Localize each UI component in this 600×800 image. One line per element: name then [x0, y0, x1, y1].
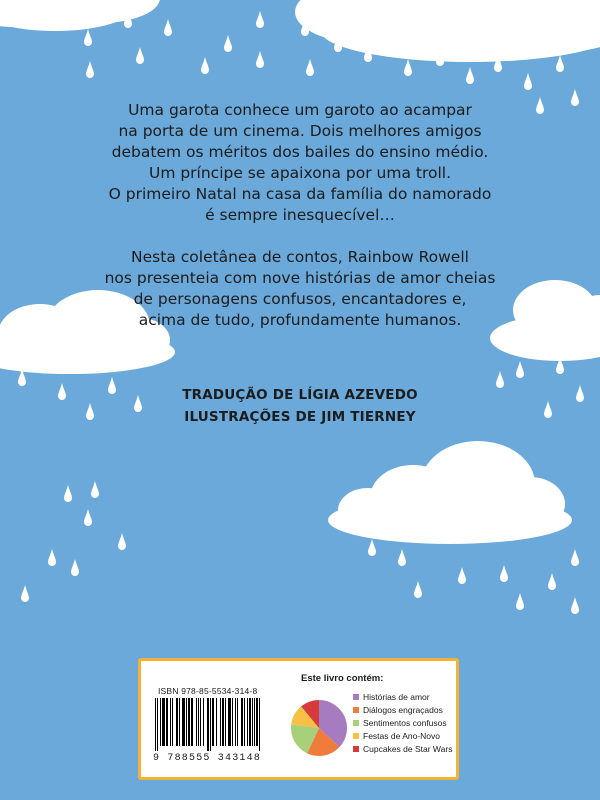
blurb-paragraph-2 [0, 247, 600, 331]
barcode-bar [252, 698, 253, 746]
raindrop [571, 549, 579, 566]
raindrop [84, 509, 92, 526]
barcode-bar [210, 698, 211, 751]
barcode-bar [228, 698, 231, 746]
barcode-bar [247, 698, 248, 746]
barcode-bar [259, 698, 260, 751]
legend-label: Sentimentos confusos [363, 717, 447, 728]
blurb-line: nos presenteia com nove histórias de amor cheias [104, 269, 496, 287]
blurb-line: Nesta coletânea de contos, Rainbow Rowell [131, 248, 469, 266]
legend-item [353, 716, 452, 729]
raindrop [84, 29, 92, 46]
barcode-bar [172, 698, 173, 746]
raindrop [571, 597, 579, 614]
legend-swatch [353, 733, 359, 739]
barcode-bar [160, 698, 161, 746]
raindrop [256, 11, 264, 28]
blurb-line: O primeiro Natal na casa da família do namorado [108, 185, 492, 203]
legend-item [353, 690, 452, 703]
barcode-bar [241, 698, 243, 746]
raindrop [548, 573, 556, 590]
contents-title: Este livro contém: [301, 673, 384, 684]
barcode-bar [186, 698, 187, 746]
barcode-bar [244, 698, 245, 746]
raindrop [466, 67, 474, 84]
raindrop [48, 549, 56, 566]
blurb-line: na porta de um cinema. Dois melhores amigos [118, 122, 482, 140]
raindrop [71, 559, 79, 576]
cloud-top-right [295, 0, 600, 62]
isbn-label: ISBN 978-85-5534-314-8 [158, 686, 258, 696]
barcode-bar [191, 698, 193, 746]
barcode-bar [212, 698, 214, 746]
raindrop [556, 55, 564, 72]
barcode-bar [155, 698, 156, 751]
raindrop [368, 539, 376, 556]
barcode-bar [200, 698, 201, 746]
legend-swatch [353, 707, 359, 713]
raindrop [256, 51, 264, 68]
raindrop [21, 585, 29, 602]
raindrop [118, 533, 126, 550]
raindrop [224, 35, 232, 52]
raindrop [91, 481, 99, 498]
barcode-bar [235, 698, 236, 746]
barcode-bar [256, 698, 258, 746]
raindrop [500, 565, 508, 582]
barcode-bar [222, 698, 224, 746]
barcode-bar [162, 698, 165, 746]
raindrop [64, 485, 72, 502]
legend-swatch [353, 746, 359, 752]
barcode-bar [207, 698, 209, 751]
barcode-panel [138, 658, 459, 780]
barcode-bar [188, 698, 190, 746]
cloud-lower-right [328, 441, 572, 544]
legend-swatch [353, 720, 359, 726]
cloud-top-left [0, 0, 160, 31]
raindrop [201, 57, 209, 74]
blurb-line: acima de tudo, profundamente humanos. [138, 311, 462, 329]
legend-label: Cupcakes de Star Wars [363, 743, 453, 754]
legend-label: Diálogos engraçados [363, 704, 443, 715]
legend-label: Histórias de amor [363, 691, 430, 702]
illustration-credit: ILUSTRAÇÕES DE JIM TIERNEY [184, 409, 416, 425]
barcode-bar [179, 698, 180, 746]
raindrop [136, 47, 144, 64]
barcode-bar [254, 698, 255, 746]
barcode-bar [176, 698, 178, 746]
legend-item [353, 703, 452, 716]
barcode-bar [203, 698, 204, 746]
raindrop [86, 61, 94, 78]
barcode-bar [157, 698, 158, 751]
raindrop [306, 59, 314, 76]
barcode-bar [216, 698, 217, 746]
raindrop [404, 59, 412, 76]
legend-swatch [353, 694, 359, 700]
raindrop [458, 567, 466, 584]
raindrop [516, 593, 524, 610]
contents-pie-chart [289, 698, 349, 758]
barcode-digits: 9 788555 343148 [153, 753, 262, 764]
barcode-bar [220, 698, 221, 746]
barcode-bar [166, 698, 168, 746]
translation-credit: TRADUÇÃO DE LÍGIA AZEVEDO [182, 387, 418, 403]
barcode-bar [249, 698, 251, 746]
book-blurb [0, 100, 600, 331]
credits [0, 384, 600, 428]
blurb-line: debatem os méritos dos bailes do ensino médio. [111, 143, 489, 161]
barcode-image [151, 698, 266, 754]
barcode-bar [225, 698, 226, 746]
barcode-bar [196, 698, 197, 746]
blurb-line: Uma garota conhece um garoto ao acampar [128, 101, 472, 119]
barcode-bar [237, 698, 238, 746]
blurb-line: é sempre inesquecível… [205, 206, 395, 224]
legend-label: Festas de Ano-Novo [363, 730, 441, 741]
barcode-bar [198, 698, 199, 746]
raindrop [398, 549, 406, 566]
raindrop [164, 19, 172, 36]
barcode-bar [232, 698, 233, 746]
contents-legend [353, 690, 452, 755]
legend-item [353, 742, 452, 755]
legend-item [353, 729, 452, 742]
barcode-bar [182, 698, 185, 746]
raindrop [516, 361, 524, 378]
raindrop [414, 581, 422, 598]
raindrop [524, 73, 532, 90]
blurb-paragraph-1 [0, 100, 600, 226]
blurb-line: Um príncipe se apaixona por uma troll. [148, 164, 452, 182]
blurb-line: de personagens confusos, encantadores e, [133, 290, 467, 308]
barcode-bar [170, 698, 171, 746]
